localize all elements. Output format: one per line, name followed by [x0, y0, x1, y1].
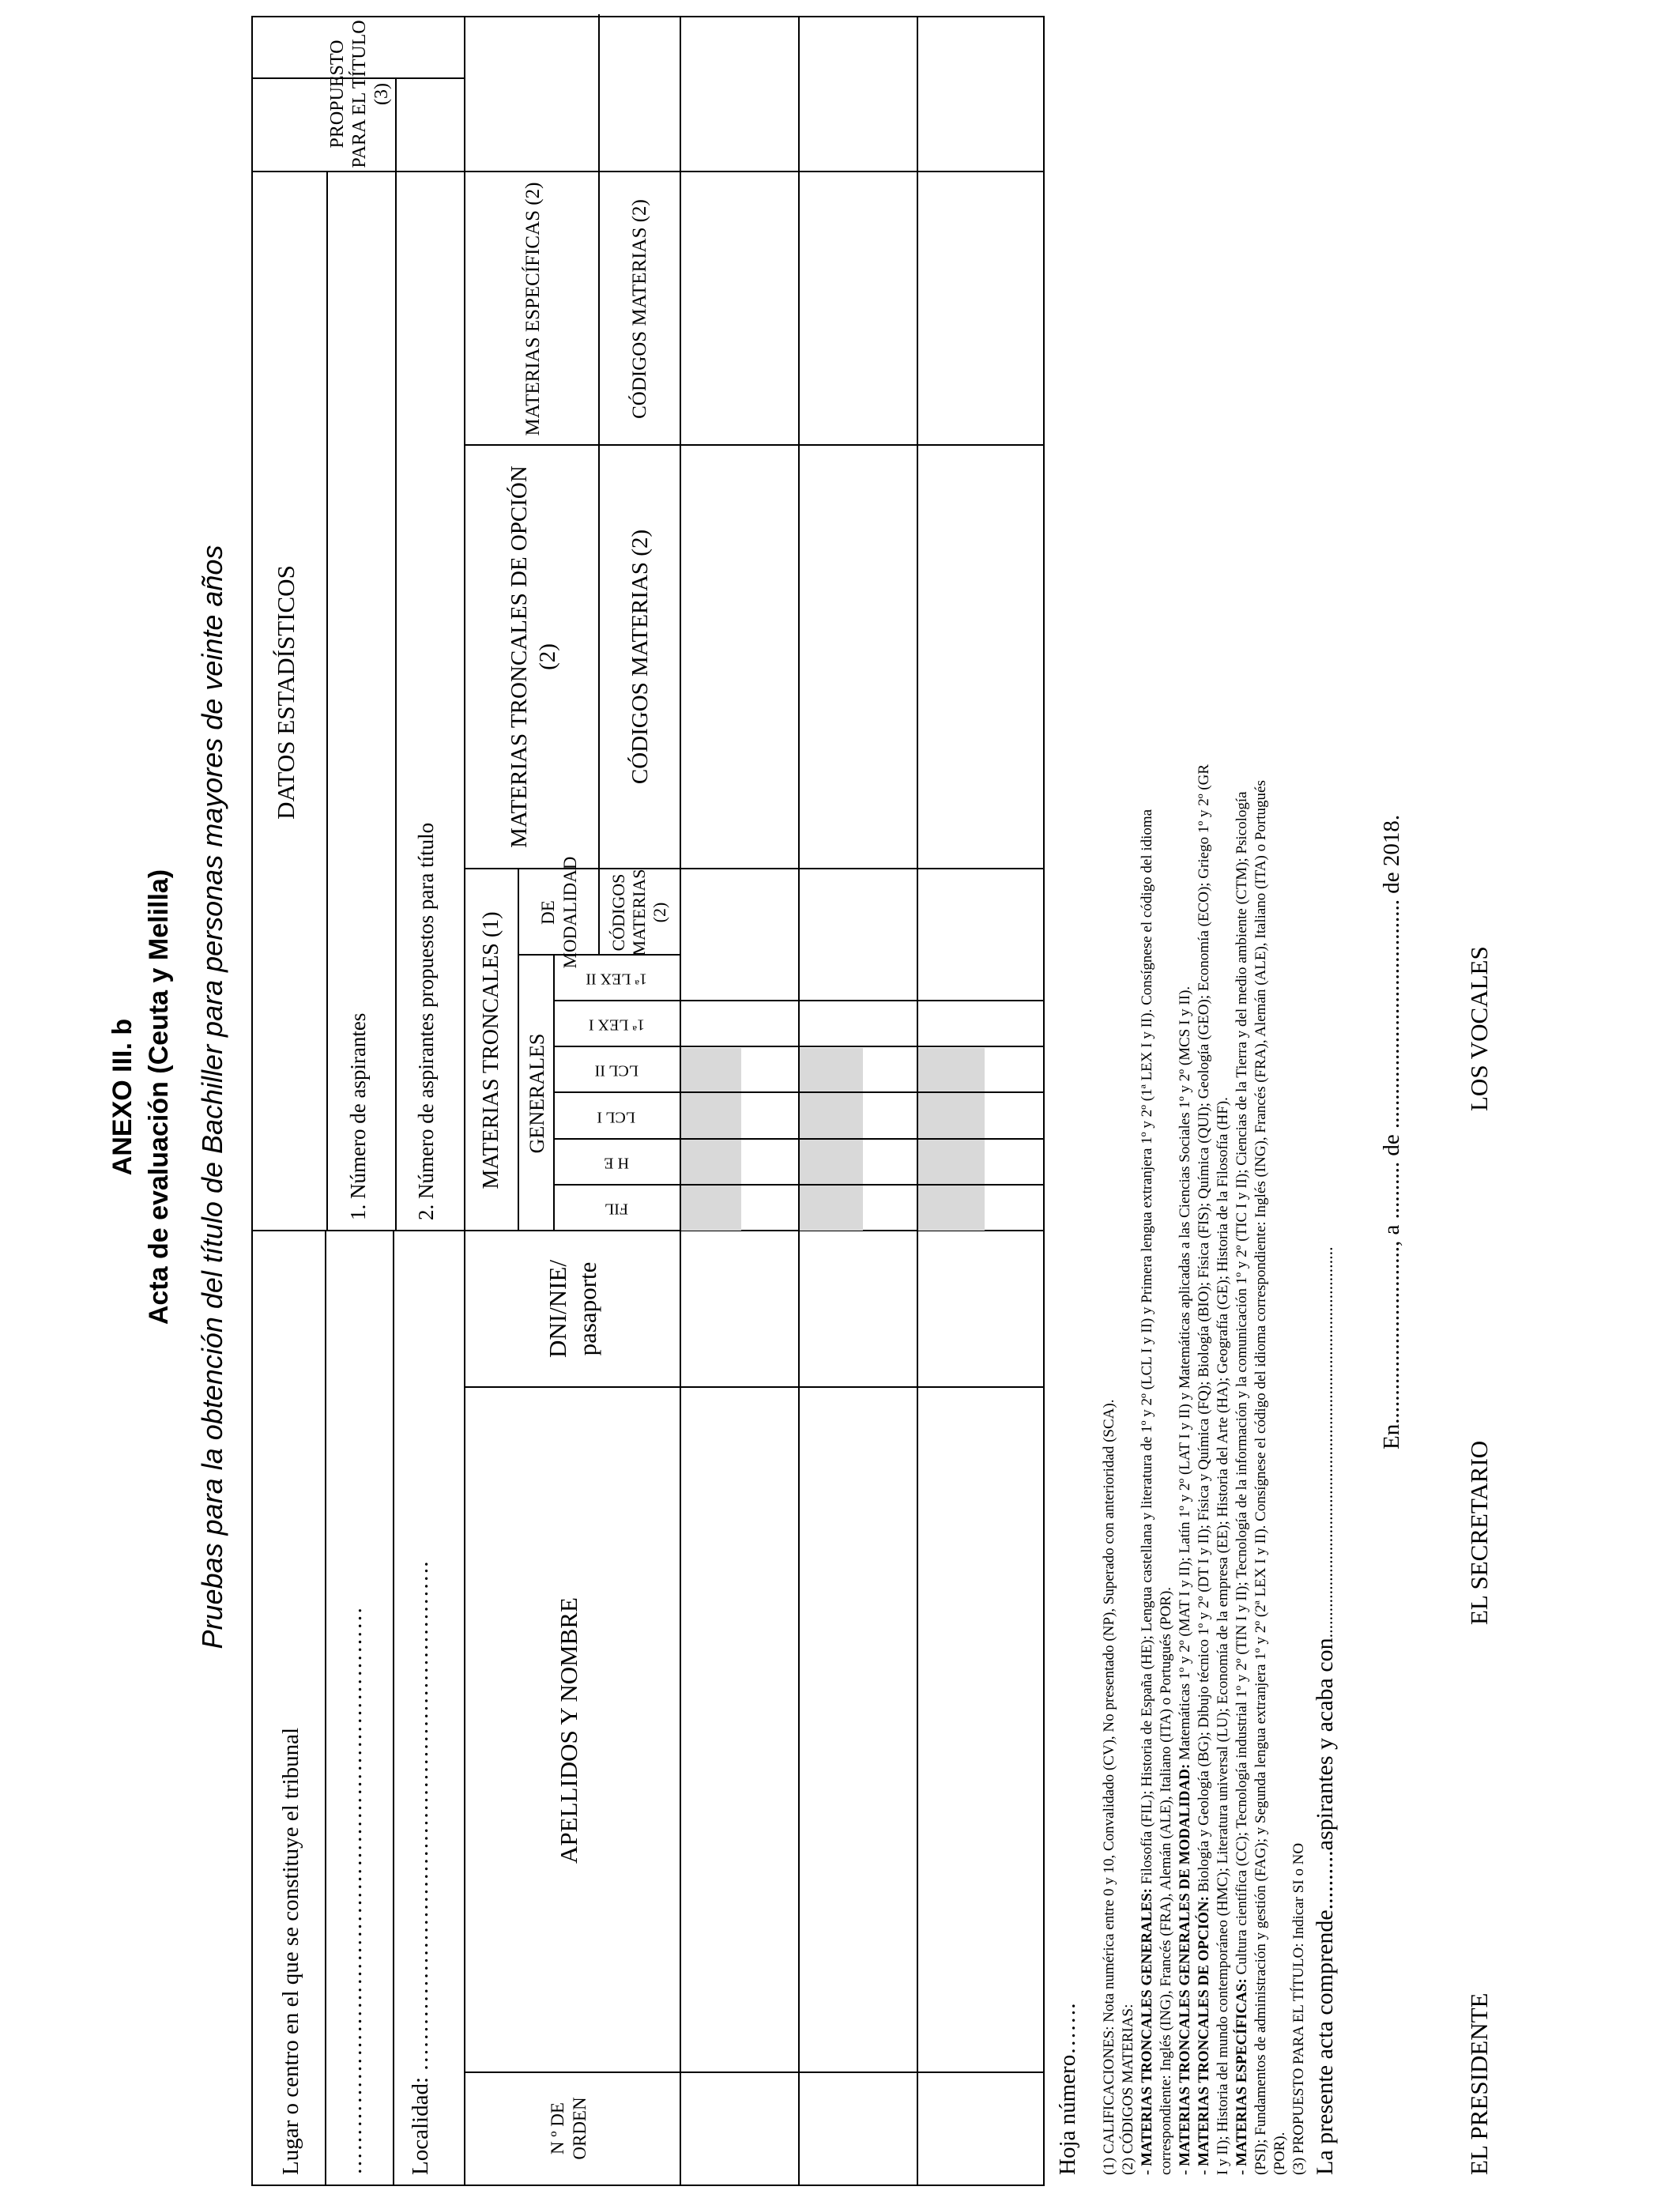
- subject-header: 1ª LEX II: [586, 970, 647, 988]
- header-codigos-especificas: CÓDIGOS MATERIAS (2): [629, 199, 650, 419]
- subject-header: FIL: [605, 1200, 628, 1218]
- header-troncales-opcion: MATERIAS TRONCALES DE OPCIÓN (2): [507, 466, 560, 848]
- signature-secretario: EL SECRETARIO: [1465, 1440, 1493, 1625]
- disabled-cell: [681, 1048, 741, 1231]
- divider: [395, 79, 397, 1231]
- note-4-text: Matemáticas 1º y 2º (MAT I y II); Latín 1º y 2º (LAT I y II) y Matemáticas aplicadas a las Ciencias Sociales 1º y 2º (MCS I y II).: [1177, 986, 1193, 1764]
- header-especificas: MATERIAS ESPECÍFICAS (2): [522, 182, 544, 436]
- header-de-modalidad: DE MODALIDAD: [538, 856, 580, 969]
- hoja-numero: Hoja número…….: [1055, 2003, 1080, 2175]
- divider: [253, 171, 1045, 172]
- divider: [518, 869, 519, 1231]
- form-subtitle: Pruebas para la obtención del título de Bachiller para personas mayores de veinte años: [196, 545, 228, 1649]
- subject-header: 1ª LEX I: [588, 1016, 645, 1034]
- localidad-field: Localidad: ………………………………………………………….: [408, 1561, 433, 2175]
- acta-summary-start: La presente acta comprende..........: [1312, 1850, 1338, 2175]
- lugar-dots: ………………………………………………………………: [341, 1606, 367, 2175]
- note-5b: I y II); Historia del mundo contemporáneo (HMC); Literatura universal (LU); Economía de la empresa (EE); Historia del Arte (HA); Geografía (GE); Historia de la Filosofía (HF).: [1215, 1097, 1231, 2175]
- signature-vocales: LOS VOCALES: [1465, 946, 1493, 1111]
- note-6-text: Cultura científica (CC); Tecnología industrial 1º y 2º (TIN I y II); Tecnología de la información y la comunicación 1º y 2º (TIC I y II); Ciencias de la Tierra y del medio ambiente (CTM); Psicología: [1234, 791, 1250, 1979]
- divider: [598, 869, 600, 956]
- note-6b: (PSI); Fundamentos de administración y gestión (FAG); y Segunda lengua extranjera 1º y 2º (2ª LEX I y II). Consígnese el código del idioma correspondiente: Inglés (ING), Francés (FRA), Alemán (ALE), Italiano (ITA) o Portugués: [1252, 780, 1269, 2175]
- signature-presidente: EL PRESIDENTE: [1465, 1992, 1493, 2175]
- note-2: (2) CÓDIGOS MATERIAS:: [1120, 2004, 1136, 2175]
- stats-title: DATOS ESTADÍSTICOS: [272, 565, 299, 820]
- subject-header: H E: [604, 1154, 629, 1172]
- header-dni: DNI/NIE/ pasaporte: [544, 1260, 601, 1358]
- disabled-cell: [918, 1048, 985, 1231]
- stat-number-proposed: 2. Número de aspirantes propuestos para título: [414, 822, 438, 1220]
- note-3: [1138, 809, 1157, 2175]
- note-5: [1195, 764, 1214, 2175]
- annex-heading: ANEXO III. b: [107, 1018, 137, 1176]
- stat-number-applicants: 1. Número de aspirantes: [346, 1012, 370, 1220]
- note-6c: (POR).: [1271, 2132, 1288, 2175]
- note-6-heading: - MATERIAS ESPECÍFICAS:: [1234, 1978, 1250, 2175]
- header-apellidos: APELLIDOS Y NOMBRE: [555, 1597, 582, 1864]
- note-5-text: Biología y Geología (BG); Dibujo técnico 1º y 2º (DT I y II); Física y Química (FQ); Biología (BIO); Física (FIS); Química (QUI); Geología (GEO); Economía (ECO); Griego 1º y 2º (GR: [1196, 763, 1212, 1897]
- header-propuesto: PROPUESTO PARA EL TÍTULO (3): [327, 20, 392, 168]
- divider: [464, 16, 465, 2186]
- subject-header: LCL I: [597, 1108, 636, 1126]
- note-3-text: Filosofía (FIL); Historia de España (HE); Lengua castellana y literatura de 1º y 2º (LCL I y II) y Primera lengua extranjera 1º y 2º (1ª LEX I y II). Consígnese el código del idioma: [1139, 809, 1155, 1888]
- lugar-label: Lugar o centro en el que se constituye el tribunal: [278, 1727, 303, 2175]
- header-troncales: MATERIAS TRONCALES (1): [479, 911, 503, 1189]
- note-1: (1) CALIFICACIONES: Nota numérica entre 0 y 10, Convalidado (CV), No presentado (NP), Superado con anterioridad (SCA).: [1101, 1399, 1117, 2175]
- acta-summary-dots: ..........................................................................................: [1317, 1246, 1336, 1638]
- note-7: (3) PROPUESTO PARA EL TÍTULO: Indicar SI o NO: [1290, 1842, 1307, 2175]
- divider: [464, 444, 598, 446]
- header-codigos-opcion: CÓDIGOS MATERIAS (2): [627, 529, 653, 785]
- note-4: [1176, 986, 1195, 2175]
- subject-header: LCL II: [594, 1061, 638, 1080]
- header-codigos-modalidad: CÓDIGOS MATERIAS (2): [608, 869, 669, 956]
- acta-summary: [1312, 1246, 1339, 2175]
- acta-summary-middle: aspirantes y acaba con: [1312, 1638, 1338, 1851]
- form-title: Acta de evaluación (Ceuta y Melilla): [144, 869, 174, 1325]
- divider: [393, 1231, 394, 2186]
- note-5-heading: - MATERIAS TRONCALES DE OPCIÓN:: [1196, 1896, 1212, 2175]
- note-3b: correspondiente: Inglés (ING), Francés (FRA), Alemán (ALE), Italiano (ITA) o Portugués (POR).: [1158, 1586, 1174, 2175]
- divider: [598, 172, 600, 446]
- place-date: En..............................., a .......... de ........................................ de 2018.: [1379, 814, 1404, 1449]
- divider: [325, 1231, 326, 2186]
- disabled-cell: [800, 1048, 863, 1231]
- note-6: [1233, 791, 1252, 2175]
- note-3-heading: - MATERIAS TRONCALES GENERALES:: [1139, 1887, 1155, 2175]
- note-4-heading: - MATERIAS TRONCALES GENERALES DE MODALIDAD:: [1177, 1763, 1193, 2175]
- header-generales: GENERALES: [525, 1033, 548, 1154]
- header-orden: N º DE ORDEN: [548, 2097, 590, 2160]
- divider: [326, 172, 328, 1231]
- divider: [553, 956, 555, 1231]
